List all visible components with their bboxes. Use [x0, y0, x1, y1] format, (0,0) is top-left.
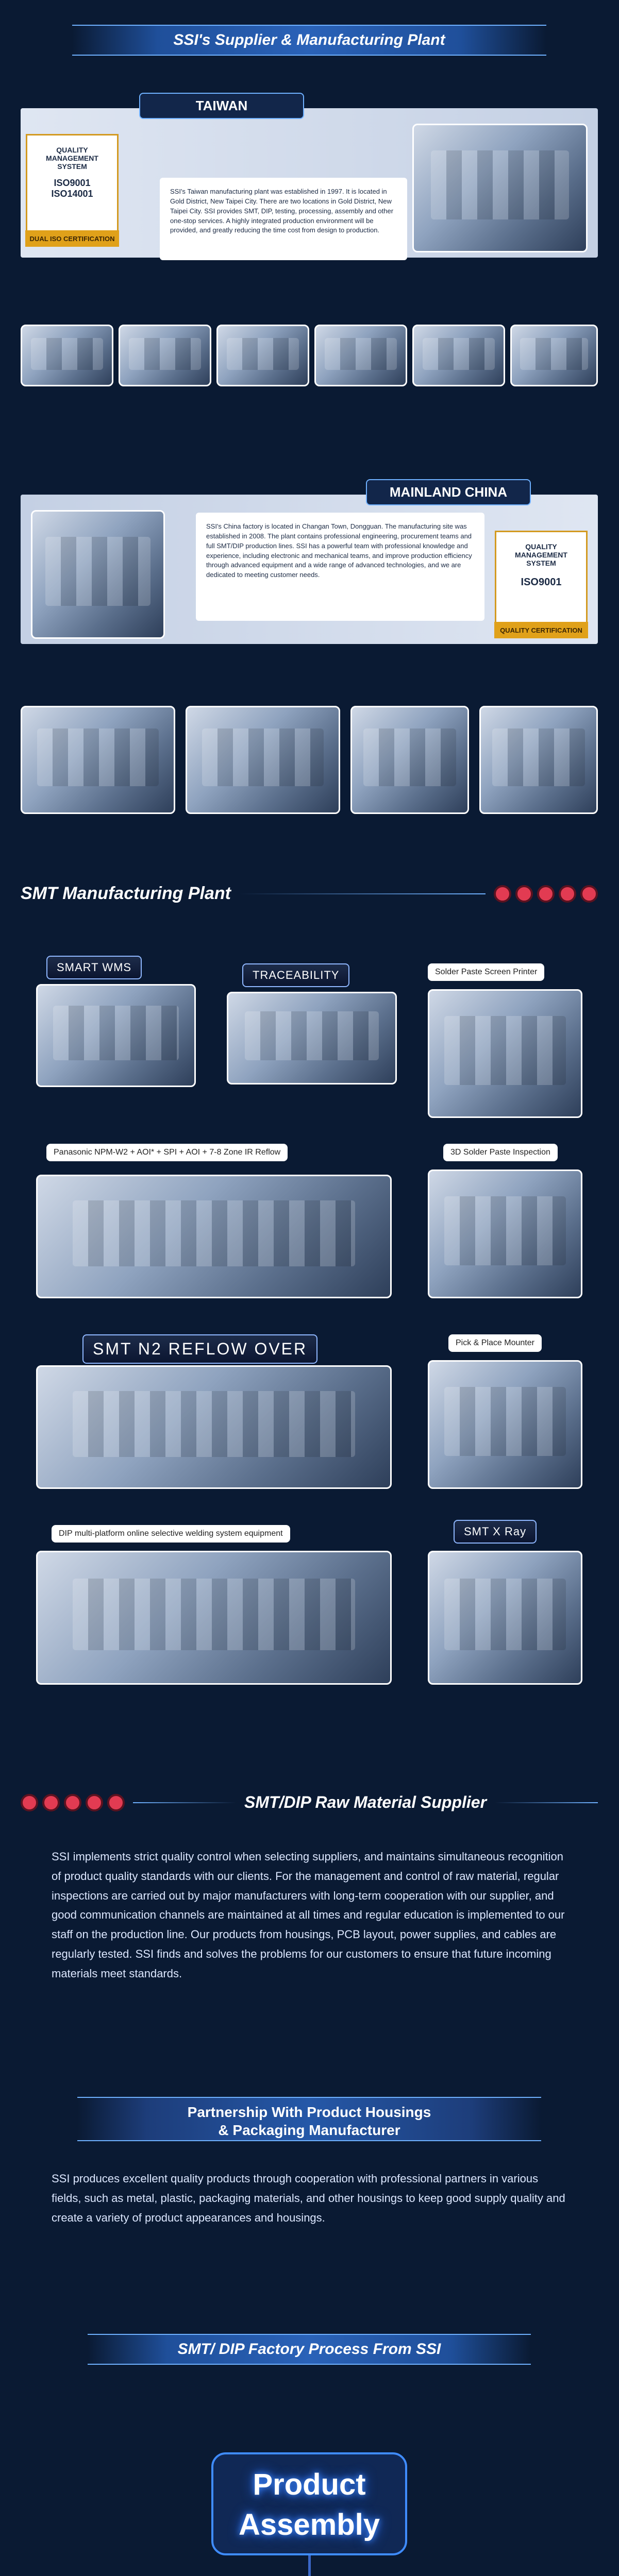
smt-xray-label: SMT X Ray — [454, 1520, 537, 1544]
china-photo-1 — [21, 706, 175, 814]
smt-dip-photo — [36, 1551, 392, 1685]
hero-line-2: Assembly — [238, 2508, 380, 2542]
smt-panasonic-photo — [36, 1175, 392, 1298]
divider — [133, 1802, 236, 1803]
smt-dip-label: DIP multi-platform online selective welding system equipment — [52, 1525, 290, 1543]
dot — [21, 1794, 38, 1811]
process-title: SMT/ DIP Factory Process From SSI — [177, 2341, 441, 2358]
china-cert — [495, 531, 588, 634]
product-assembly-hero — [211, 2452, 407, 2555]
smt-wms-label: SMART WMS — [46, 956, 142, 979]
cert-line1: ISO9001 — [54, 178, 91, 188]
partner-title-1: Partnership With Product Housings — [187, 2104, 431, 2120]
cert-title: QUALITY MANAGEMENT SYSTEM — [46, 146, 98, 171]
taiwan-cert — [26, 134, 119, 242]
taiwan-text: SSI's Taiwan manufacturing plant was established in 1997. It is located in Gold District, New Taipei City. There are two locations in Gold District, New Taipei City. SSI provides SMT, DIP, testing, processing, assembly and other one-stop services. A highly integrated production environment will be provided, and greatly reducing the time cost from design to production. — [160, 178, 407, 260]
title-dots — [21, 1794, 125, 1811]
smt-solder-photo — [428, 989, 582, 1118]
dot — [559, 885, 576, 903]
taiwan-photo-5 — [412, 325, 505, 386]
china-photo-4 — [479, 706, 598, 814]
timeline-line — [308, 2555, 311, 2576]
china-photo-2 — [186, 706, 340, 814]
title-dots — [494, 885, 598, 903]
taiwan-photo-1 — [21, 325, 113, 386]
cert-ribbon: QUALITY CERTIFICATION — [494, 622, 588, 638]
dot — [580, 885, 598, 903]
divider — [239, 893, 486, 894]
taiwan-label: TAIWAN — [139, 93, 304, 119]
divider — [495, 1802, 598, 1803]
dot — [515, 885, 533, 903]
china-photo-3 — [350, 706, 469, 814]
smt-reflow-label: SMT N2 REFLOW OVER — [82, 1334, 317, 1364]
partner-text: SSI produces excellent quality products through cooperation with professional partners in various fields, such as metal, plastic, packaging materials, and other housings to keep good supply quality and create a variety of product appearances and housings. — [52, 2172, 565, 2224]
smt-spi-photo — [428, 1170, 582, 1298]
smt-xray-photo — [428, 1551, 582, 1685]
smt-spi-label: 3D Solder Paste Inspection — [443, 1144, 558, 1161]
taiwan-building-photo — [412, 124, 588, 252]
header-banner — [72, 25, 546, 56]
china-label: MAINLAND CHINA — [366, 479, 531, 505]
process-banner — [88, 2334, 531, 2365]
dot — [494, 885, 511, 903]
smt-title: SMT Manufacturing Plant — [21, 884, 231, 903]
dot — [86, 1794, 103, 1811]
china-building-photo — [31, 510, 165, 639]
dot — [537, 885, 555, 903]
dot — [42, 1794, 60, 1811]
dot — [107, 1794, 125, 1811]
smt-trace-label: TRACEABILITY — [242, 963, 349, 987]
hero-line-1: Product — [253, 2468, 366, 2501]
smt-panasonic-label: Panasonic NPM-W2 + AOI* + SPI + AOI + 7-8 Zone IR Reflow — [46, 1144, 288, 1161]
smt-pick-label: Pick & Place Mounter — [448, 1334, 542, 1352]
partner-banner — [77, 2097, 541, 2141]
china-section — [21, 464, 598, 814]
page-title: SSI's Supplier & Manufacturing Plant — [173, 31, 445, 48]
smt-reflow-photo — [36, 1365, 392, 1489]
cert-title: QUALITY MANAGEMENT SYSTEM — [515, 543, 567, 567]
smt-pick-photo — [428, 1360, 582, 1489]
partner-title-2: & Packaging Manufacturer — [218, 2122, 400, 2138]
cert-line2: ISO14001 — [51, 189, 93, 199]
raw-title: SMT/DIP Raw Material Supplier — [244, 1793, 487, 1811]
raw-text: SSI implements strict quality control when selecting suppliers, and maintains simultaneous recognition of product quality standards with our clients. For the management and control of raw material, regular inspections are carried out by major manufacturers with long-term cooperation with our supplier, and good communication channels are maintained at all times and regular education is implemented to our staff on the production line. Our products from housings, PCB layout, power supplies, and cables are regularly tested. SSI finds and solves the problems for our customers to ensure that future incoming materials meet standards. — [52, 1850, 565, 1980]
cert-line1: ISO9001 — [521, 577, 562, 588]
taiwan-photo-2 — [119, 325, 211, 386]
smt-solder-label: Solder Paste Screen Printer — [428, 963, 544, 981]
smt-trace-photo — [227, 992, 397, 1084]
taiwan-photo-4 — [314, 325, 407, 386]
dot — [64, 1794, 81, 1811]
taiwan-photo-6 — [510, 325, 598, 386]
taiwan-section — [21, 77, 598, 386]
china-text: SSI's China factory is located in Changan Town, Dongguan. The manufacturing site was established in 2008. The plant contains professional engineering, procurement teams and full SMT/DIP production lines. SSI has a powerful team with professional knowledge and experience, including electronic and mechanical teams, and improve production efficiency through advanced equipment and a wide range of advanced technologies, and we are dedicated to meeting customer needs. — [196, 513, 484, 621]
cert-ribbon: DUAL ISO CERTIFICATION — [25, 230, 119, 247]
smt-section-title — [21, 884, 598, 904]
raw-section-title — [21, 1793, 598, 1812]
smt-wms-photo — [36, 984, 196, 1087]
taiwan-photo-3 — [216, 325, 309, 386]
